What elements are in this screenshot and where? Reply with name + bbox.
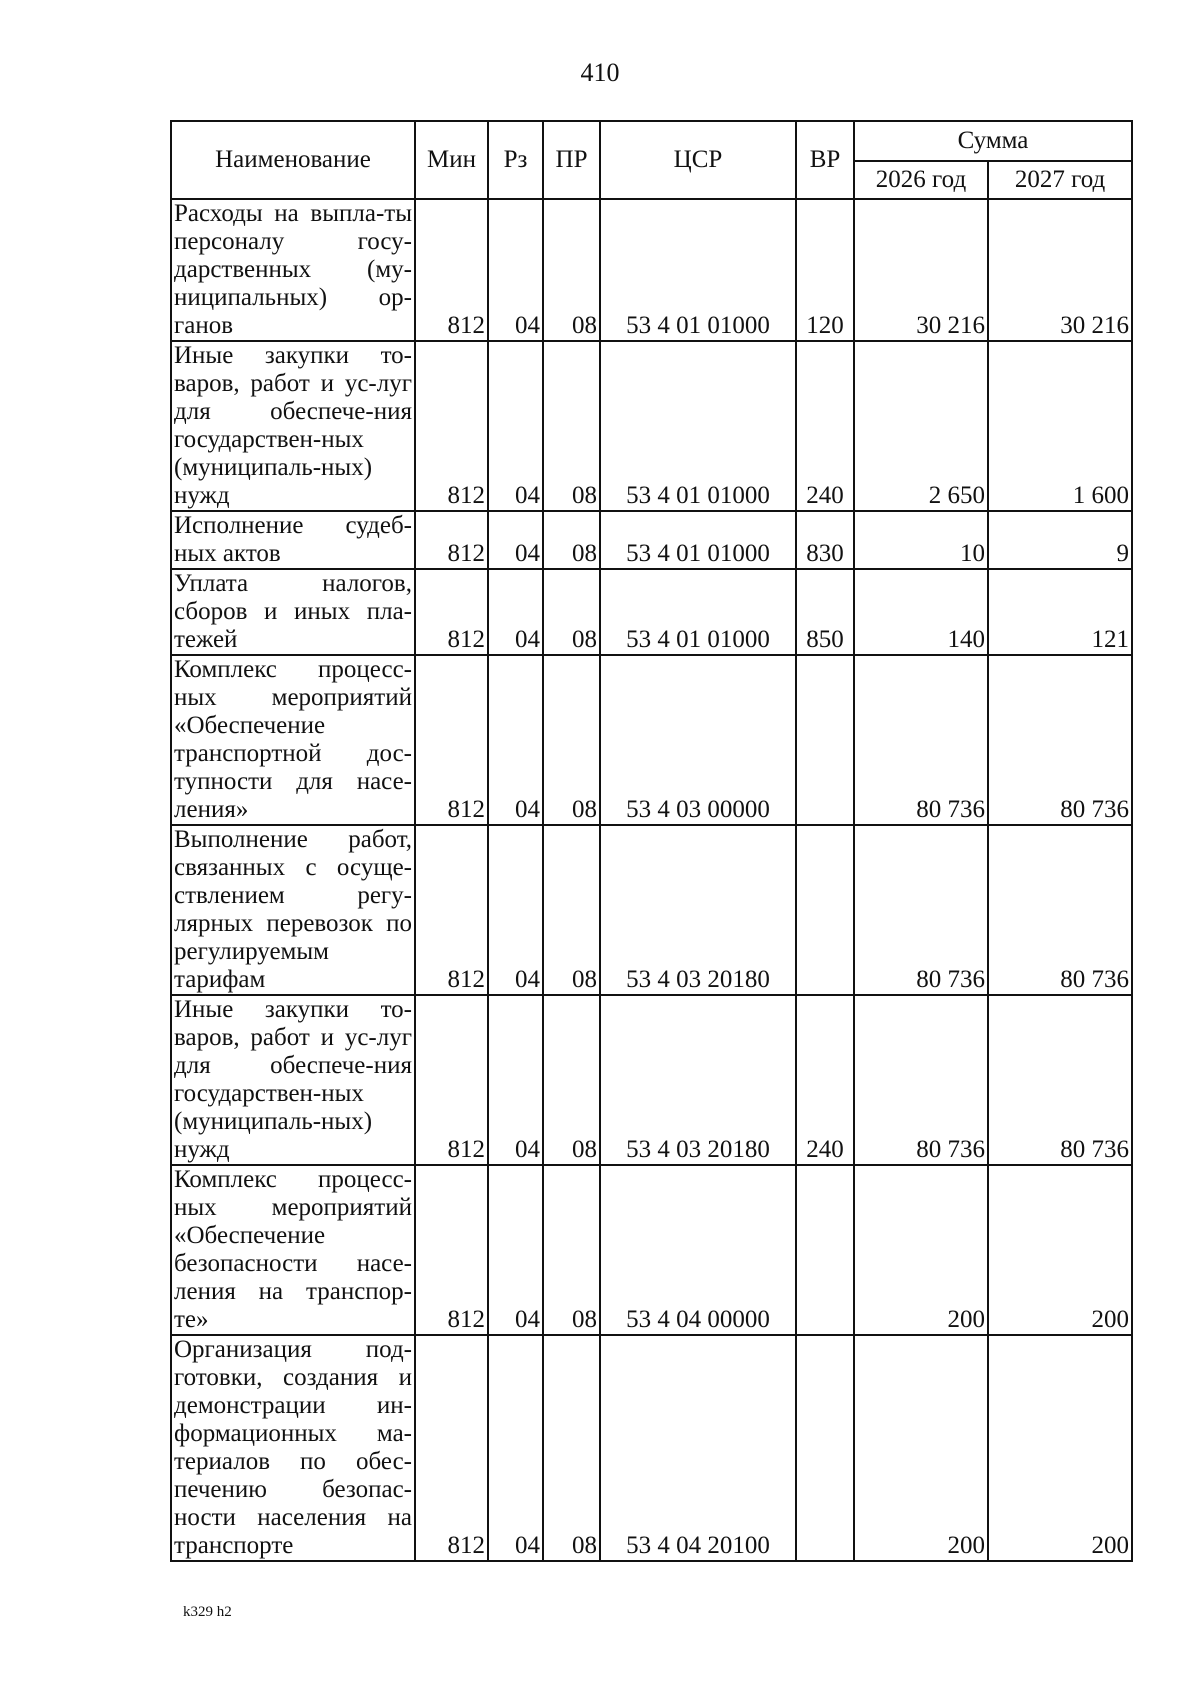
table-row [171, 1165, 1132, 1335]
row-sum-2027: 121 [988, 569, 1132, 655]
table-row [171, 995, 1132, 1165]
row-sum-2026: 140 [854, 569, 988, 655]
row-min: 812 [415, 1165, 488, 1335]
row-sum-2026: 200 [854, 1335, 988, 1561]
header-vr: ВР [796, 121, 854, 199]
row-pr: 08 [543, 199, 600, 341]
row-min: 812 [415, 1335, 488, 1561]
row-min: 812 [415, 511, 488, 569]
row-sum-2027: 30 216 [988, 199, 1132, 341]
row-min: 812 [415, 199, 488, 341]
row-pr: 08 [543, 655, 600, 825]
row-min: 812 [415, 995, 488, 1165]
row-csr: 53 4 03 20180 [600, 995, 796, 1165]
row-name: Исполнение судеб-ных актов [171, 511, 415, 569]
row-rz: 04 [488, 655, 543, 825]
row-name: Иные закупки то-варов, работ и ус-луг для обеспече-ния государствен-ных (муниципаль-ных) нужд [171, 995, 415, 1165]
row-name: Выполнение работ, связанных с осуще-ствлением регу-лярных перевозок по регулируемым тарифам [171, 825, 415, 995]
row-sum-2026: 80 736 [854, 825, 988, 995]
table-row [171, 825, 1132, 995]
row-csr: 53 4 04 20100 [600, 1335, 796, 1561]
row-name: Комплекс процесс-ных мероприятий «Обеспечение транспортной дос-тупности для насе-ления» [171, 655, 415, 825]
row-sum-2027: 9 [988, 511, 1132, 569]
row-csr: 53 4 04 00000 [600, 1165, 796, 1335]
header-min: Мин [415, 121, 488, 199]
header-csr: ЦСР [600, 121, 796, 199]
row-sum-2027: 80 736 [988, 825, 1132, 995]
header-pr: ПР [543, 121, 600, 199]
row-vr [796, 1335, 854, 1561]
row-sum-2027: 80 736 [988, 655, 1132, 825]
table-row [171, 511, 1132, 569]
row-sum-2026: 30 216 [854, 199, 988, 341]
row-csr: 53 4 01 01000 [600, 569, 796, 655]
row-sum-2026: 200 [854, 1165, 988, 1335]
row-rz: 04 [488, 1165, 543, 1335]
row-rz: 04 [488, 825, 543, 995]
row-sum-2026: 2 650 [854, 341, 988, 511]
row-vr: 240 [796, 341, 854, 511]
row-sum-2027: 1 600 [988, 341, 1132, 511]
row-name: Расходы на выпла-ты персоналу госу-дарственных (му-ниципальных) ор-ганов [171, 199, 415, 341]
header-sum: Сумма [854, 121, 1132, 161]
row-pr: 08 [543, 825, 600, 995]
row-vr [796, 825, 854, 995]
table-row [171, 655, 1132, 825]
header-rz: Рз [488, 121, 543, 199]
row-rz: 04 [488, 511, 543, 569]
row-vr [796, 1165, 854, 1335]
table-row [171, 1335, 1132, 1561]
row-sum-2027: 200 [988, 1165, 1132, 1335]
table-header [171, 121, 1132, 199]
row-name: Организация под-готовки, создания и демонстрации ин-формационных ма-териалов по обес-печению безопас-ности населения на транспорте [171, 1335, 415, 1561]
row-rz: 04 [488, 1335, 543, 1561]
row-csr: 53 4 03 20180 [600, 825, 796, 995]
row-min: 812 [415, 341, 488, 511]
row-min: 812 [415, 569, 488, 655]
table-row [171, 341, 1132, 511]
row-sum-2026: 80 736 [854, 995, 988, 1165]
row-pr: 08 [543, 995, 600, 1165]
row-vr [796, 655, 854, 825]
row-pr: 08 [543, 341, 600, 511]
row-rz: 04 [488, 569, 543, 655]
row-sum-2027: 200 [988, 1335, 1132, 1561]
row-csr: 53 4 01 01000 [600, 341, 796, 511]
row-rz: 04 [488, 341, 543, 511]
row-pr: 08 [543, 1335, 600, 1561]
row-vr: 850 [796, 569, 854, 655]
row-csr: 53 4 01 01000 [600, 511, 796, 569]
row-rz: 04 [488, 995, 543, 1165]
row-vr: 240 [796, 995, 854, 1165]
footer-code: k329 h2 [183, 1604, 232, 1620]
row-sum-2026: 10 [854, 511, 988, 569]
row-vr: 830 [796, 511, 854, 569]
row-rz: 04 [488, 199, 543, 341]
row-min: 812 [415, 655, 488, 825]
header-name: Наименование [171, 121, 415, 199]
row-vr: 120 [796, 199, 854, 341]
row-sum-2026: 80 736 [854, 655, 988, 825]
table-row [171, 569, 1132, 655]
row-csr: 53 4 01 01000 [600, 199, 796, 341]
page-number: 410 [580, 58, 620, 87]
row-sum-2027: 80 736 [988, 995, 1132, 1165]
header-year-2026: 2026 год [854, 161, 988, 199]
row-csr: 53 4 03 00000 [600, 655, 796, 825]
header-year-2027: 2027 год [988, 161, 1132, 199]
row-name: Уплата налогов, сборов и иных пла-тежей [171, 569, 415, 655]
row-pr: 08 [543, 1165, 600, 1335]
table-body [171, 199, 1132, 1561]
row-name: Комплекс процесс-ных мероприятий «Обеспечение безопасности насе-ления на транспор-те» [171, 1165, 415, 1335]
row-pr: 08 [543, 569, 600, 655]
row-pr: 08 [543, 511, 600, 569]
budget-table [170, 120, 1133, 1562]
row-min: 812 [415, 825, 488, 995]
table-row [171, 199, 1132, 341]
row-name: Иные закупки то-варов, работ и ус-луг для обеспече-ния государствен-ных (муниципаль-ных) нужд [171, 341, 415, 511]
